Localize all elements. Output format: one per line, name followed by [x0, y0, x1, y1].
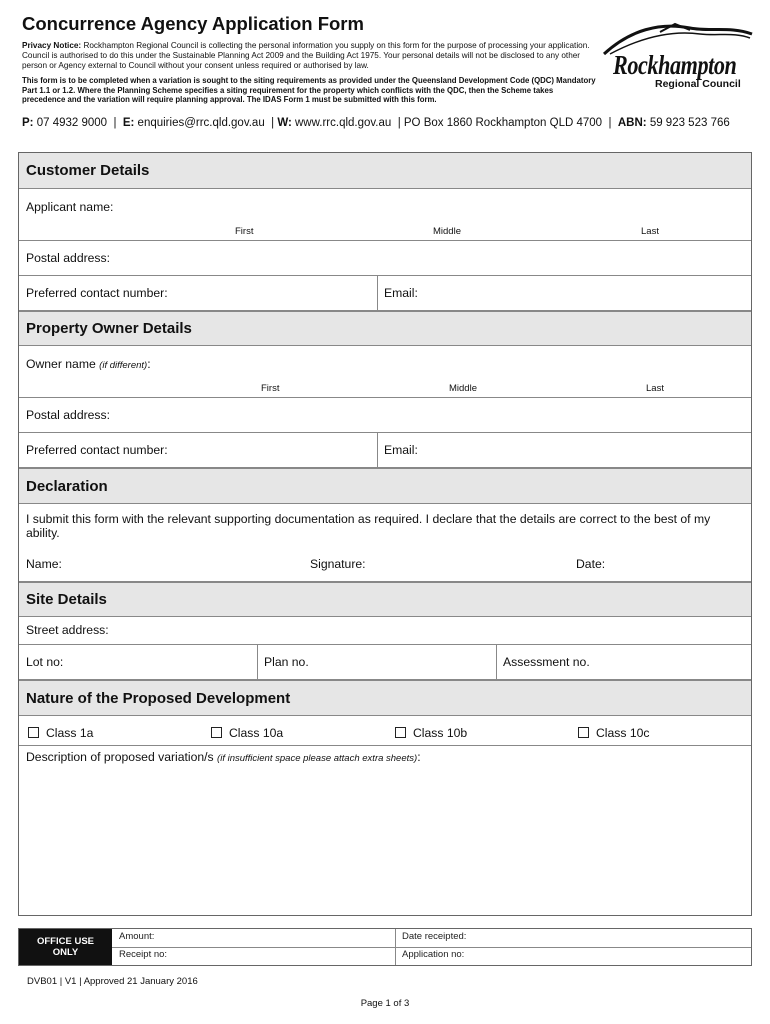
declaration-name-label[interactable]: Name: — [26, 557, 62, 571]
last-label: Last — [646, 383, 664, 394]
postal-address-field[interactable] — [19, 241, 751, 276]
office-use-line2: ONLY — [52, 947, 79, 958]
class-10b-label: Class 10b — [413, 726, 468, 740]
divider — [496, 645, 497, 679]
separator: | — [113, 117, 117, 129]
separator: | — [608, 117, 612, 129]
description-textarea[interactable] — [19, 766, 751, 911]
application-form — [18, 152, 752, 916]
owner-name-row[interactable] — [19, 346, 751, 398]
phone-value: 07 4932 9000 — [36, 117, 108, 129]
web-label: W: — [277, 117, 292, 129]
first-label: First — [235, 226, 254, 237]
contact-line — [22, 117, 730, 129]
document-code: DVB01 | V1 | Approved 21 January 2016 — [27, 976, 198, 987]
class-10c-label: Class 10c — [596, 726, 650, 740]
section-owner-details: Property Owner Details — [19, 311, 751, 346]
email-label: Email: — [384, 286, 418, 300]
office-use-box — [18, 928, 752, 966]
section-development: Nature of the Proposed Development — [19, 680, 751, 716]
po-box: PO Box 1860 Rockhampton QLD 4700 — [403, 117, 603, 129]
owner-name-label — [26, 357, 151, 371]
middle-label: Middle — [449, 383, 477, 394]
plan-no-label: Plan no. — [264, 655, 309, 669]
amount-label: Amount: — [119, 931, 155, 942]
form-title: Concurrence Agency Application Form — [22, 13, 364, 34]
first-label: First — [261, 383, 280, 394]
lot-no-label: Lot no: — [26, 655, 64, 669]
section-site-details: Site Details — [19, 582, 751, 617]
divider — [377, 276, 378, 310]
middle-label: Middle — [433, 226, 461, 237]
completion-notice: This form is to be completed when a variation is sought to the siting requirements as provided under the Queensland Development Code (QDC) Mandatory Part 1.1 or 1.2. Where the Planning Scheme specifies a siting requirement for the property which conflicts with the QDC, then the Scheme takes precedence and the variation will require planning approval. The IDAS Form 1 must be submitted with this form. — [22, 76, 596, 105]
description-note: (if insufficient space please attach extra sheets) — [217, 753, 418, 764]
street-address-field[interactable] — [19, 617, 751, 645]
applicant-name-label: Applicant name: — [26, 200, 114, 214]
separator: | — [397, 117, 401, 129]
privacy-label: Privacy Notice: — [22, 41, 82, 50]
email-value: enquiries@rrc.qld.gov.au — [137, 117, 265, 129]
if-different-note: (if different) — [99, 360, 148, 371]
section-declaration: Declaration — [19, 468, 751, 504]
privacy-notice — [22, 41, 592, 72]
separator: | — [271, 117, 275, 129]
signature-label[interactable]: Signature: — [310, 557, 366, 571]
divider — [377, 433, 378, 467]
web-value: www.rrc.qld.gov.au — [295, 117, 392, 129]
logo-sub: Regional Council — [655, 78, 741, 90]
postal-address-label: Postal address: — [26, 408, 111, 422]
class-1a-checkbox[interactable] — [28, 727, 39, 738]
email-label: E: — [122, 117, 135, 129]
divider — [257, 645, 258, 679]
date-receipted-label: Date receipted: — [402, 931, 467, 942]
description-label — [26, 750, 421, 764]
class-10b-checkbox[interactable] — [395, 727, 406, 738]
contact-row[interactable] — [19, 276, 751, 311]
class-1a-label: Class 1a — [46, 726, 94, 740]
declaration-text: I submit this form with the relevant supporting documentation as required. I declare that the details are correct to the best of my ability. — [26, 512, 711, 540]
office-use-label — [19, 929, 112, 965]
page-number: Page 1 of 3 — [360, 998, 410, 1009]
assessment-no-label: Assessment no. — [503, 655, 590, 669]
lot-plan-row[interactable] — [19, 645, 751, 680]
street-address-label: Street address: — [26, 623, 109, 637]
privacy-text: Rockhampton Regional Council is collecting the personal information you supply on this form for the purpose of processing your application. Council is authorised to do this under the Sustainable Planning Act 2009 and the Building Act 1975. Your personal details will not be disclosed to any other person or Agency external to Council without your consent unless required or authorised by law. — [22, 41, 590, 71]
phone-label: P: — [22, 117, 34, 129]
development-area — [19, 716, 751, 916]
divider — [112, 947, 751, 948]
abn-label: ABN: — [617, 117, 647, 129]
owner-name-text: Owner name — [26, 357, 96, 371]
owner-contact-row[interactable] — [19, 433, 751, 468]
application-no-label: Application no: — [402, 949, 465, 960]
divider — [19, 745, 751, 746]
colon: : — [417, 750, 421, 764]
office-use-line1: OFFICE USE — [36, 936, 94, 947]
applicant-name-row[interactable] — [19, 189, 751, 241]
email-label: Email: — [384, 443, 418, 457]
class-10a-label: Class 10a — [229, 726, 284, 740]
declaration-row — [19, 504, 751, 582]
owner-postal-field[interactable] — [19, 398, 751, 433]
receipt-no-label: Receipt no: — [119, 949, 168, 960]
last-label: Last — [641, 226, 659, 237]
abn-value: 59 923 523 766 — [649, 117, 730, 129]
class-10a-checkbox[interactable] — [211, 727, 222, 738]
postal-address-label: Postal address: — [26, 251, 111, 265]
contact-number-label: Preferred contact number: — [26, 286, 168, 300]
contact-number-label: Preferred contact number: — [26, 443, 168, 457]
section-customer-details: Customer Details — [19, 153, 751, 189]
description-text: Description of proposed variation/s — [26, 750, 214, 764]
date-label[interactable]: Date: — [576, 557, 606, 571]
class-10c-checkbox[interactable] — [578, 727, 589, 738]
logo-name: Rockhampton — [613, 50, 737, 80]
divider — [395, 929, 396, 965]
council-logo — [600, 20, 755, 90]
colon: : — [147, 357, 151, 371]
